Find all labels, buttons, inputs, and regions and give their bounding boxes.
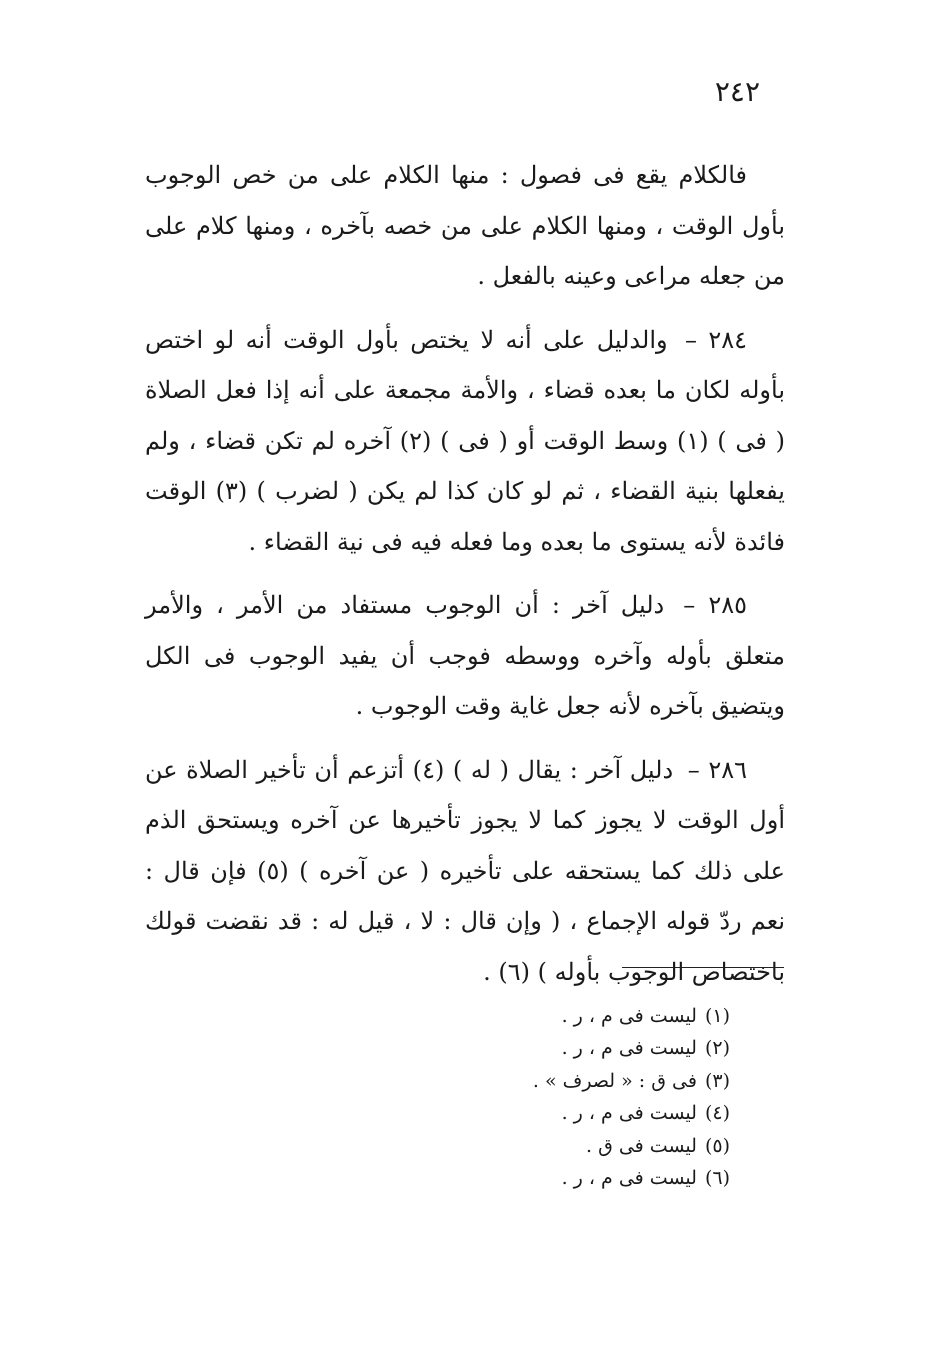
footnote-number: (٣) (704, 1069, 730, 1092)
footnote-number: (٢) (704, 1037, 730, 1060)
footnote-text: ليست فى ق . (585, 1134, 697, 1157)
footnote-number: (٦) (704, 1167, 730, 1190)
footnote-text: ليست فى م ، ر . (561, 1037, 697, 1060)
footnote-text: ليست فى م ، ر . (561, 1102, 697, 1125)
footnote (380, 1130, 730, 1162)
footnote-text: ليست فى م ، ر . (561, 1005, 697, 1027)
paragraph (145, 745, 785, 998)
main-text (145, 150, 785, 1010)
footnote (380, 1162, 730, 1194)
footnotes-list (380, 1000, 730, 1194)
footnote-number: (٤) (704, 1102, 730, 1125)
paragraph-number: ٢٨٤ – (684, 325, 747, 354)
paragraph (145, 150, 785, 302)
footnote-number: (١) (704, 1005, 730, 1027)
footnote-text: ليست فى م ، ر . (561, 1167, 697, 1190)
footnote (380, 1097, 730, 1129)
footnote-text: فى ق : « لصرف » . (532, 1069, 697, 1092)
paragraph (145, 315, 785, 568)
paragraph (145, 580, 785, 732)
paragraph-number: ٢٨٦ – (687, 755, 747, 784)
paragraph-text: دليل آخر : يقال ( له ) (٤) أتزعم أن تأخير الصلاة عن أول الوقت لا يجوز كما لا يجوز تأخيرها عن آخره ويستحق الذم على ذلك كما يستحقه على تأخيره ( عن آخره ) (٥) فإن قال : نعم ردّ قوله الإجماع ، ( وإن قال : لا ، قيل له : قد نقضت قولك باختصاص الوجوب بأوله ) (٦) . (145, 755, 785, 986)
footnote-divider (622, 967, 784, 968)
footnote (380, 1032, 730, 1064)
paragraph-text: دليل آخر : أن الوجوب مستفاد من الأمر ، والأمر متعلق بأوله وآخره ووسطه فوجب أن يفيد الوجوب فى الكل ويتضيق بآخره لأنه جعل غاية وقت الوجوب . (145, 591, 785, 720)
page-number: ٢٤٢ (714, 75, 760, 108)
footnote-number: (٥) (704, 1134, 730, 1157)
paragraph-number: ٢٨٥ – (683, 591, 747, 619)
paragraph-text: والدليل على أنه لا يختص بأول الوقت أنه لو اختص بأوله لكان ما بعده قضاء ، والأمة مجمعة على أنه إذا فعل الصلاة ( فى ) (١) وسط الوقت أو ( فى ) (٢) آخره لم تكن قضاء ، ولم يفعلها بنية القضاء ، ثم لو كان كذا لم يكن ( لضرب ) (٣) الوقت فائدة لأنه يستوى ما بعده وما فعله فيه فى نية القضاء . (145, 325, 785, 556)
paragraph-text: فالكلام يقع فى فصول : منها الكلام على من خص الوجوب بأول الوقت ، ومنها الكلام على من خصه بآخره ، ومنها كلام على من جعله مراعى وعينه بالفعل . (145, 161, 785, 290)
footnote (380, 1065, 730, 1097)
footnote (380, 1000, 730, 1032)
